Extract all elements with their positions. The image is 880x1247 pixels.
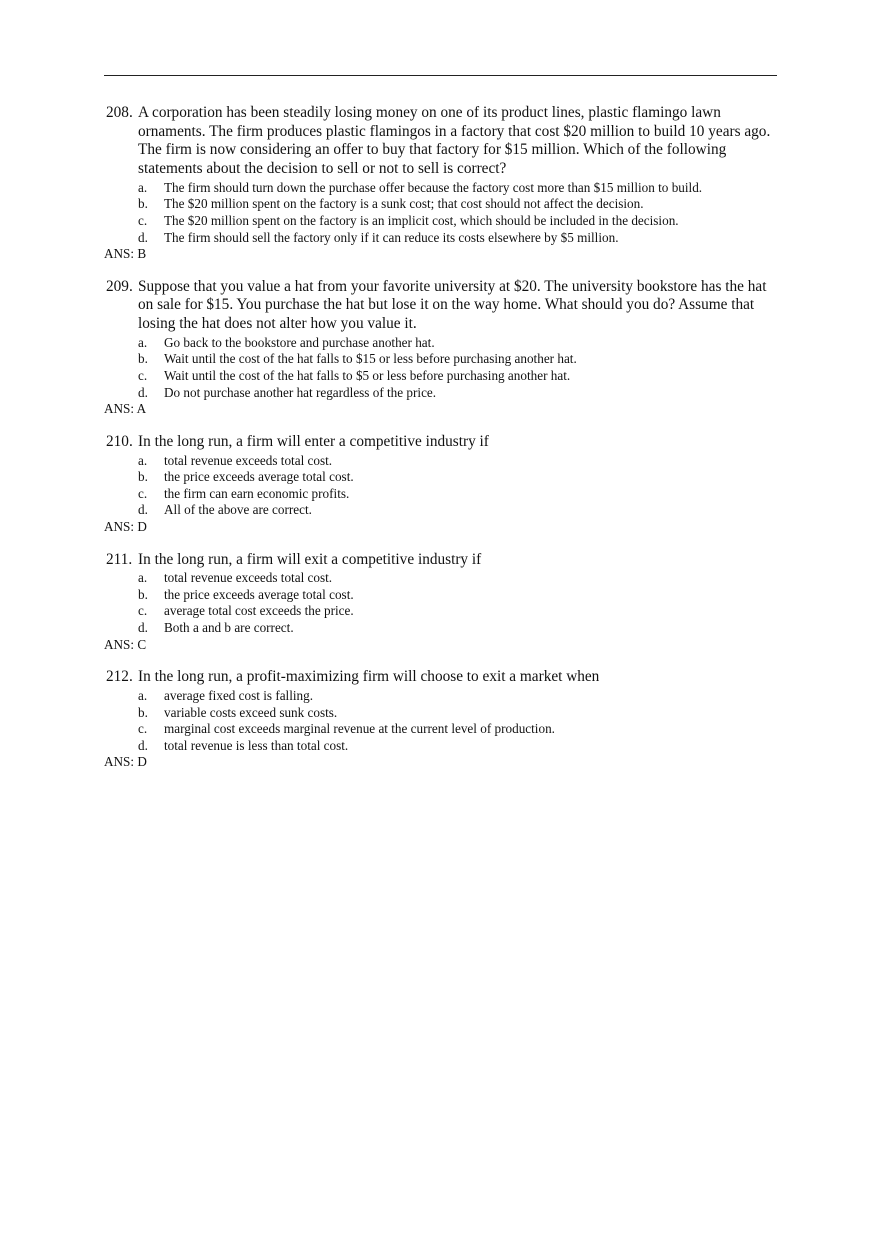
option-letter: d. — [138, 229, 148, 245]
question-stem — [104, 668, 777, 687]
answer-key: ANS: D — [104, 754, 147, 770]
option-letter: a. — [138, 452, 148, 468]
option-a — [104, 180, 777, 197]
option-d — [104, 620, 777, 637]
option-d — [104, 385, 777, 402]
option-letter: b. — [138, 586, 148, 602]
option-list — [104, 688, 777, 754]
question-list — [104, 104, 777, 771]
question-number: 208. — [106, 104, 133, 121]
question-209 — [104, 278, 777, 418]
option-c — [104, 603, 777, 620]
option-letter: d. — [138, 384, 148, 400]
option-text: The firm should sell the factory only if it can reduce its costs elsewhere by $5 million. — [164, 229, 619, 245]
option-text: All of the above are correct. — [164, 502, 312, 518]
option-text: average fixed cost is falling. — [164, 687, 314, 703]
question-text: In the long run, a profit-maximizing firm will choose to exit a market when — [138, 668, 600, 686]
question-stem — [104, 104, 777, 179]
option-list — [104, 335, 777, 401]
question-212 — [104, 668, 777, 771]
option-letter: b. — [138, 704, 148, 720]
question-number: 212. — [106, 668, 133, 686]
question-number: 210. — [106, 432, 133, 450]
option-b — [104, 196, 777, 213]
option-b — [104, 351, 777, 368]
option-c — [104, 368, 777, 385]
option-c — [104, 721, 777, 738]
option-list — [104, 570, 777, 636]
option-text: total revenue exceeds total cost. — [164, 452, 333, 468]
option-letter: d. — [138, 737, 148, 753]
option-list — [104, 453, 777, 519]
question-stem — [104, 551, 777, 570]
answer-key: ANS: D — [104, 518, 147, 534]
option-text: Go back to the bookstore and purchase another hat. — [164, 334, 435, 350]
answer-key: ANS: B — [104, 246, 147, 262]
option-c — [104, 213, 777, 230]
option-text: variable costs exceed sunk costs. — [164, 704, 338, 720]
question-stem — [104, 278, 777, 334]
question-211 — [104, 551, 777, 654]
option-text: The firm should turn down the purchase offer because the factory cost more than $15 million to build. — [164, 179, 703, 195]
option-c — [104, 486, 777, 503]
option-text: The $20 million spent on the factory is an implicit cost, which should be included in the decision. — [164, 213, 679, 228]
question-text: In the long run, a firm will exit a competitive industry if — [138, 550, 482, 568]
question-stem — [104, 433, 777, 452]
option-text: the firm can earn economic profits. — [164, 485, 350, 501]
option-letter: b. — [138, 351, 148, 367]
option-text: Wait until the cost of the hat falls to $15 or less before purchasing another hat. — [164, 351, 577, 367]
question-text: A corporation has been steadily losing money on one of its product lines, plastic flamingo lawn ornaments. The firm produces plastic flamingos in a factory that cost $20 million to build 10 years ago. The firm is now considering an offer to buy that factory for $15 million. Which of the following statements about the decision to sell or not to sell is correct? — [138, 104, 771, 178]
answer-key: ANS: C — [104, 636, 147, 652]
answer-key: ANS: A — [104, 401, 147, 417]
option-text: Wait until the cost of the hat falls to $5 or less before purchasing another hat. — [164, 368, 571, 384]
option-letter: d. — [138, 620, 148, 636]
option-text: Do not purchase another hat regardless of the price. — [164, 384, 437, 400]
option-letter: a. — [138, 179, 148, 195]
option-letter: c. — [138, 213, 148, 228]
option-a — [104, 570, 777, 587]
option-b — [104, 587, 777, 604]
option-d — [104, 502, 777, 519]
option-letter: b. — [138, 196, 148, 212]
header-rule — [104, 75, 777, 76]
option-letter: a. — [138, 687, 148, 703]
option-text: marginal cost exceeds marginal revenue at the current level of production. — [164, 721, 555, 737]
question-210 — [104, 433, 777, 536]
option-letter: b. — [138, 469, 148, 485]
question-208 — [104, 104, 777, 263]
option-text: the price exceeds average total cost. — [164, 469, 354, 485]
option-letter: d. — [138, 502, 148, 518]
option-letter: c. — [138, 603, 148, 619]
option-letter: c. — [138, 721, 148, 737]
option-d — [104, 738, 777, 755]
option-a — [104, 688, 777, 705]
question-number: 211. — [106, 550, 133, 568]
option-text: The $20 million spent on the factory is a sunk cost; that cost should not affect the decision. — [164, 196, 644, 212]
option-text: average total cost exceeds the price. — [164, 603, 354, 619]
option-text: Both a and b are correct. — [164, 620, 294, 636]
question-text: In the long run, a firm will enter a competitive industry if — [138, 432, 489, 450]
option-a — [104, 453, 777, 470]
option-text: total revenue exceeds total cost. — [164, 570, 333, 586]
option-letter: c. — [138, 485, 148, 501]
option-letter: c. — [138, 368, 148, 384]
option-d — [104, 230, 777, 247]
option-list — [104, 180, 777, 246]
option-letter: a. — [138, 334, 148, 350]
option-text: total revenue is less than total cost. — [164, 737, 349, 753]
question-number: 209. — [106, 277, 133, 295]
option-letter: a. — [138, 570, 148, 586]
question-text: Suppose that you value a hat from your favorite university at $20. The university bookstore has the hat on sale for $15. You purchase the hat but lose it on the way home. What should you do? Assume that losing the hat does not alter how you value it. — [138, 277, 767, 333]
option-a — [104, 335, 777, 352]
option-b — [104, 705, 777, 722]
option-b — [104, 469, 777, 486]
option-text: the price exceeds average total cost. — [164, 586, 354, 602]
